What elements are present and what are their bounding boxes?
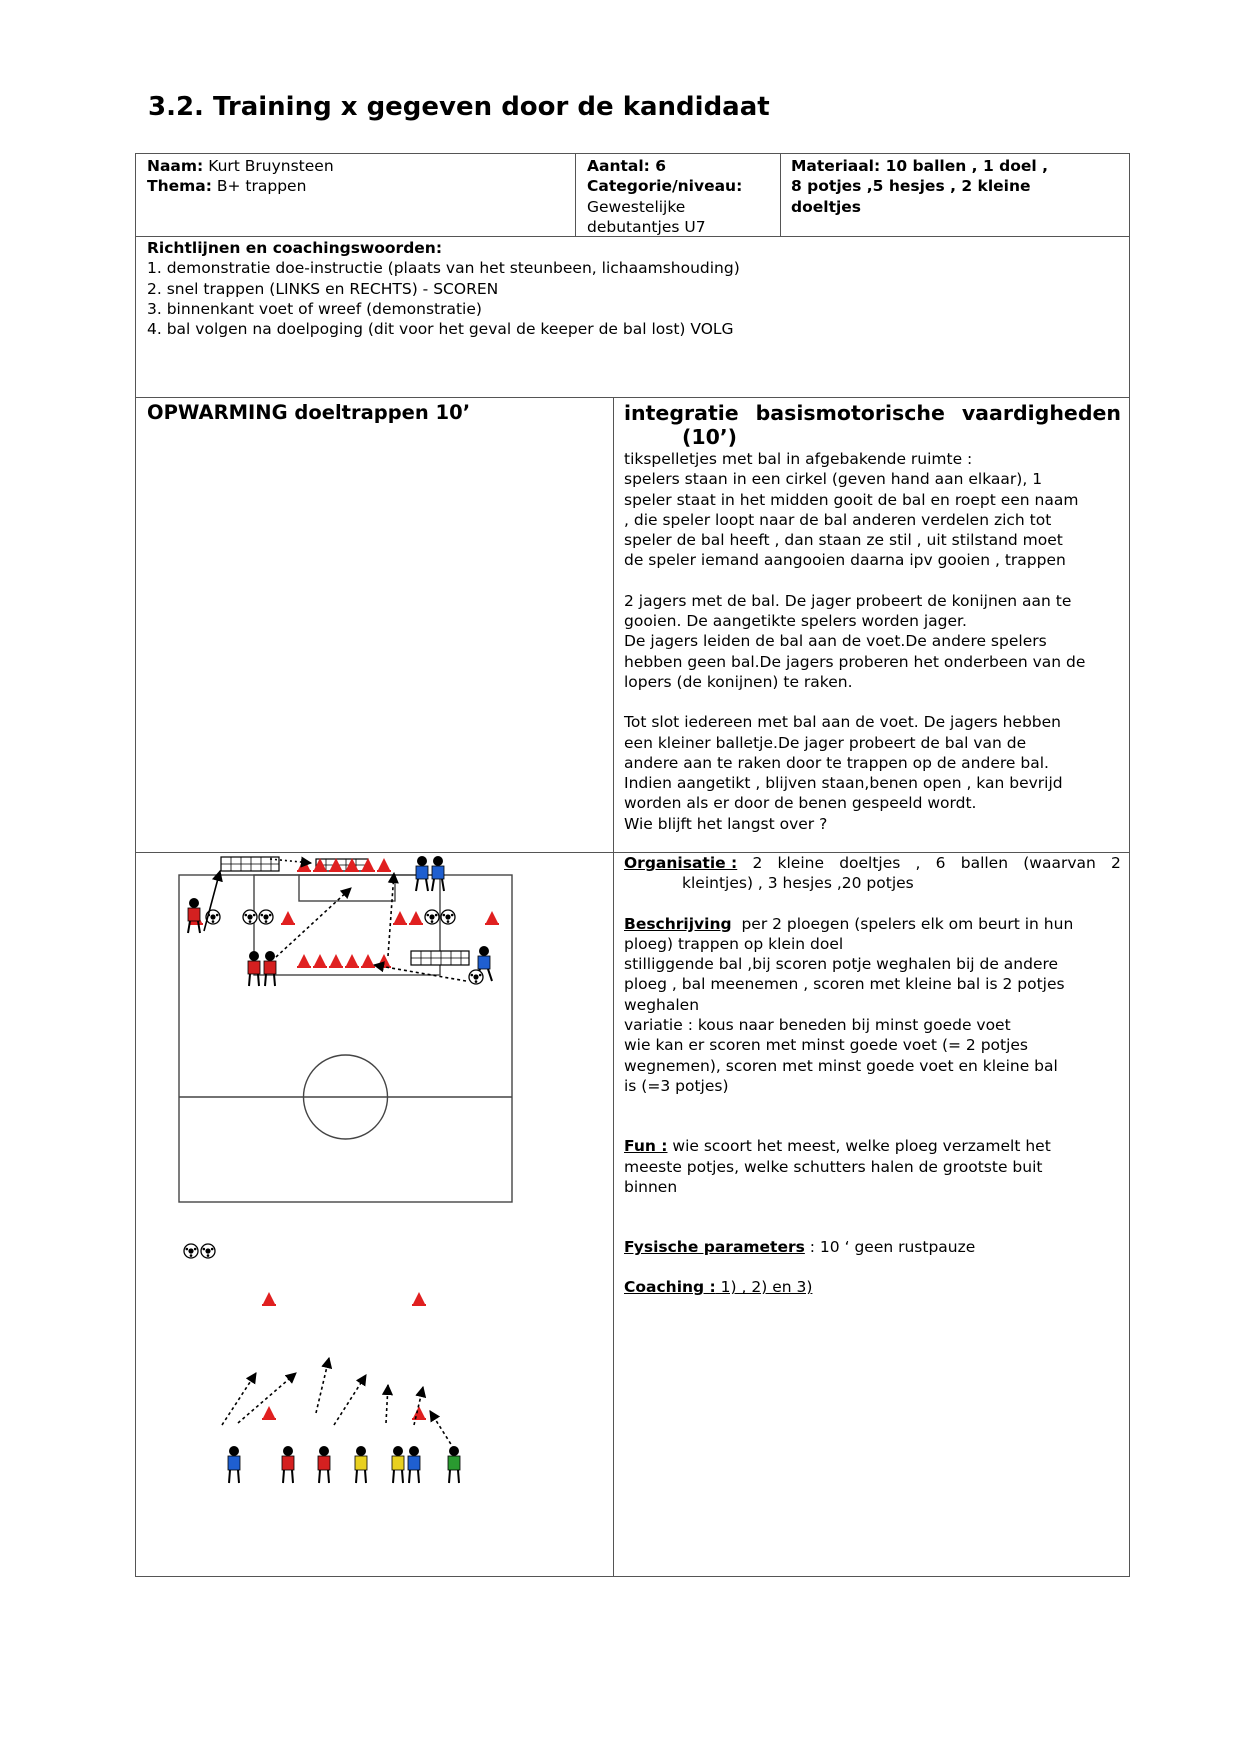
organisatie-line: Organisatie : 2 kleine doeltjes , 6 ballen (waarvan 2 xyxy=(624,854,1121,872)
naam-thema-cell xyxy=(147,156,572,197)
divider xyxy=(613,397,614,1577)
beschrijving: Beschrijving per 2 ploegen (spelers elk om beurt in hun ploeg) trappen op klein doel stilliggende bal ,bij scoren potje weghalen bij de andere ploeg , bal meenemen , scoren met kleine bal is 2 potjes weghalen variatie : kous naar beneden bij minst goede voet wie kan er scoren met minst goede voet (= 2 potjes wegnemen), scoren met minst goede voet en kleine bal is (=3 potjes) xyxy=(624,914,1074,1095)
richtlijnen-item: 1. demonstratie doe-instructie (plaats van het steunbeen, lichaamshouding) xyxy=(147,259,740,278)
divider xyxy=(780,154,781,236)
materiaal-line: Materiaal: 10 ballen , 1 doel , xyxy=(791,157,1048,175)
opwarming-title: OPWARMING doeltrappen 10’ xyxy=(147,401,471,424)
integratie-paragraph: tikspelletjes met bal in afgebakende ruimte : spelers staan in een cirkel (geven hand aan elkaar), 1 speler staat in het midden gooit de bal en roept een naam , die speler loopt naar de bal anderen verdelen zich tot speler de bal heeft , dan staan ze stil , uit stilstand moet de speler iemand aangooien daarna ipv gooien , trappen xyxy=(624,450,1079,570)
integratie-paragraph: 2 jagers met de bal. De jager probeert de konijnen aan te gooien. De aangetikte spelers worden jager. De jagers leiden de bal aan de voet.De andere spelers hebben geen bal.De jagers proberen het onderbeen van de lopers (de konijnen) te raken. xyxy=(624,591,1086,691)
richtlijnen-title: Richtlijnen en coachingswoorden: xyxy=(147,239,443,257)
diagram-cell xyxy=(136,853,613,1577)
materiaal-line: 8 potjes ,5 hesjes , 2 kleine xyxy=(791,177,1031,196)
aantal-cell xyxy=(587,156,777,237)
fun: Fun : wie scoort het meest, welke ploeg verzamelt het meeste potjes, welke schutters halen de grootste buit binnen xyxy=(624,1137,1051,1196)
integratie-duration: (10’) xyxy=(682,425,738,449)
players xyxy=(188,856,492,1483)
aantal: Aantal: 6 xyxy=(587,157,667,175)
organisatie-line: kleintjes) , 3 hesjes ,20 potjes xyxy=(682,874,914,893)
divider xyxy=(575,154,576,236)
richtlijnen-cell xyxy=(147,238,1117,339)
richtlijnen-item: 3. binnenkant voet of wreef (demonstratie) xyxy=(147,299,482,318)
divider xyxy=(136,397,1129,398)
beschrijving-label: Beschrijving xyxy=(624,914,732,933)
materiaal-cell xyxy=(791,156,1126,217)
organisatie-cell xyxy=(624,853,1121,1298)
integratie-cell xyxy=(624,401,1121,854)
training-form xyxy=(135,153,1130,1577)
fysische: Fysische parameters : 10 ‘ geen rustpauze xyxy=(624,1238,976,1257)
thema-label: Thema: xyxy=(147,177,212,196)
coaching-label: Coaching : xyxy=(624,1278,716,1297)
categorie-line: Gewestelijke xyxy=(587,197,686,216)
fun-label: Fun : xyxy=(624,1137,668,1156)
materiaal-line: doeltjes xyxy=(791,197,862,216)
richtlijnen-item: 4. bal volgen na doelpoging (dit voor het geval de keeper de bal lost) VOLG xyxy=(147,320,734,339)
fysische-label: Fysische parameters xyxy=(624,1238,805,1257)
naam-value: Kurt Bruynsteen xyxy=(208,157,334,175)
organisatie-label: Organisatie : xyxy=(624,854,738,872)
categorie-label: Categorie/niveau: xyxy=(587,177,743,196)
opwarming-cell xyxy=(147,401,607,425)
naam-label: Naam: xyxy=(147,157,204,175)
integratie-title: integratie basismotorische vaardigheden xyxy=(624,401,1121,425)
categorie-line: debutantjes U7 xyxy=(587,217,706,236)
pitch xyxy=(179,875,512,1202)
thema-value: B+ trappen xyxy=(216,177,307,196)
coaching: Coaching : 1) , 2) en 3) xyxy=(624,1278,813,1297)
arrows xyxy=(204,859,466,1449)
richtlijnen-item: 2. snel trappen (LINKS en RECHTS) - SCOREN xyxy=(147,279,499,298)
integratie-paragraph: Tot slot iedereen met bal aan de voet. De jagers hebben een kleiner balletje.De jager probeert de bal van de andere aan te raken door te trappen op de andere bal. Indien aangetikt , blijven staan,benen open , kan bevrijd worden als er door de benen gespeeld wordt. Wie blijft het langst over ? xyxy=(624,713,1063,833)
page-heading: 3.2. Training x gegeven door de kandidaat xyxy=(148,92,770,122)
training-diagram xyxy=(136,853,613,1577)
